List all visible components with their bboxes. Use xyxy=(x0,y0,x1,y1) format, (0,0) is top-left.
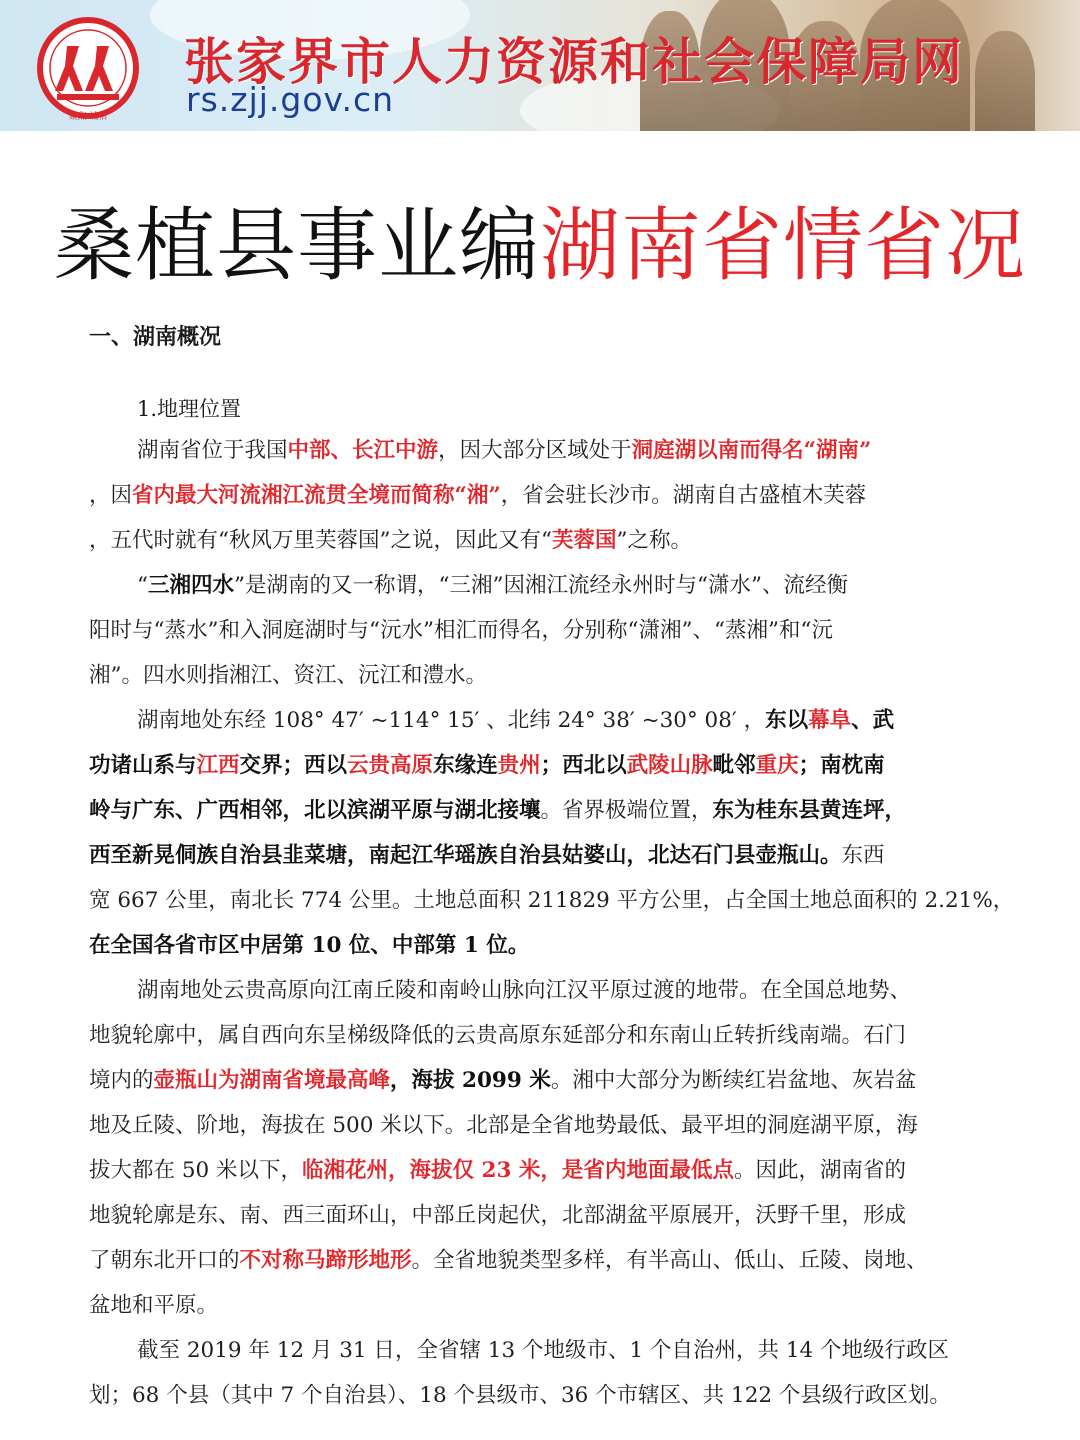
page-title xyxy=(0,196,1080,296)
paragraph-5 xyxy=(89,1328,1009,1418)
text-line: 岭与广东、广西相邻，北以滨湖平原与湖北接壤。省界极端位置，东为桂东县黄连坪， xyxy=(89,798,907,823)
title-red-part: 湖南省情省况 xyxy=(540,199,1026,292)
paragraph-3 xyxy=(89,698,1015,968)
text-line: 盆地和平原。 xyxy=(89,1293,219,1318)
text-line: 划；68 个县（其中 7 个自治县）、18 个县级市、36 个市辖区、共 122 个县级行政区划。 xyxy=(89,1383,951,1408)
text-line: “三湘四水”是湖南的又一称谓，“三湘”因湘江流经永州时与“潇水”、流经衡 xyxy=(137,573,848,598)
text-line: 拔大都在 50 米以下，临湘花州，海拔仅 23 米，是省内地面最低点。因此，湖南省的 xyxy=(89,1158,906,1183)
paragraph-4 xyxy=(89,968,1009,1328)
logo-caption: 聚焦 诚信 xyxy=(68,112,108,122)
text-line: 湖南省位于我国中部、长江中游，因大部分区域处于洞庭湖以南而得名“湖南” xyxy=(137,438,872,463)
text-line: 境内的壶瓶山为湖南省境最高峰，海拔 2099 米。湘中大部分为断续红岩盆地、灰岩盆 xyxy=(89,1068,917,1093)
paragraph-2 xyxy=(89,563,1009,698)
text-line: 阳时与“蒸水”和入洞庭湖时与“沅水”相汇而得名，分别称“潇湘”、“蒸湘”和“沅 xyxy=(89,618,833,643)
text-line: 地及丘陵、阶地，海拔在 500 米以下。北部是全省地势最低、最平坦的洞庭湖平原，海 xyxy=(89,1113,918,1138)
site-url[interactable]: rs.zjj.gov.cn xyxy=(186,80,395,119)
text-line: 西至新晃侗族自治县韭菜塘，南起江华瑶族自治县姑婆山，北达石门县壶瓶山。东西 xyxy=(89,843,885,868)
logo-icon[interactable] xyxy=(27,16,149,124)
paragraph-1 xyxy=(89,428,1009,563)
text-line: 地貌轮廓中，属自西向东呈梯级降低的云贵高原东延部分和东南山丘转折线南端。石门 xyxy=(89,1023,907,1048)
text-line: ，因省内最大河流湘江流贯全境而简称“湘”，省会驻长沙市。湖南自古盛植木芙蓉 xyxy=(89,483,867,508)
text-line: 湖南地处东经 108° 47′ ~114° 15′ 、北纬 24° 38′ ~30° 08′ ，东以幕阜、武 xyxy=(137,708,895,733)
text-line: 地貌轮廓是东、南、西三面环山，中部丘岗起伏，北部湖盆平原展开，沃野千里，形成 xyxy=(89,1203,907,1228)
text-line: 截至 2019 年 12 月 31 日，全省辖 13 个地级市、1 个自治州，共 14 个地级行政区 xyxy=(137,1338,950,1363)
text-line: 在全国各省市区中居第 10 位、中部第 1 位。 xyxy=(89,933,530,958)
text-line: 功诸山系与江西交界；西以云贵高原东缘连贵州；西北以武陵山脉毗邻重庆；南枕南 xyxy=(89,753,885,778)
sub-heading: 1.地理位置 xyxy=(137,397,242,421)
text-line: 湘”。四水则指湘江、资江、沅江和澧水。 xyxy=(89,663,487,688)
section-heading: 一、湖南概况 xyxy=(89,325,222,350)
text-line: 宽 667 公里，南北长 774 公里。土地总面积 211829 平方公里，占全国土地总面积的 2.21%， xyxy=(89,888,1015,913)
title-black-part: 桑植县事业编 xyxy=(54,199,540,292)
text-line: 了朝东北开口的不对称马蹄形地形。全省地貌类型多样，有半高山、低山、丘陵、岗地、 xyxy=(89,1248,928,1273)
header-banner xyxy=(0,0,1080,131)
text-line: 湖南地处云贵高原向江南丘陵和南岭山脉向江汉平原过渡的地带。在全国总地势、 xyxy=(137,978,912,1003)
text-line: ，五代时就有“秋风万里芙蓉国”之说，因此又有“芙蓉国”之称。 xyxy=(89,528,692,553)
site-title[interactable]: 张家界市人力资源和社会保障局网 xyxy=(184,33,964,91)
